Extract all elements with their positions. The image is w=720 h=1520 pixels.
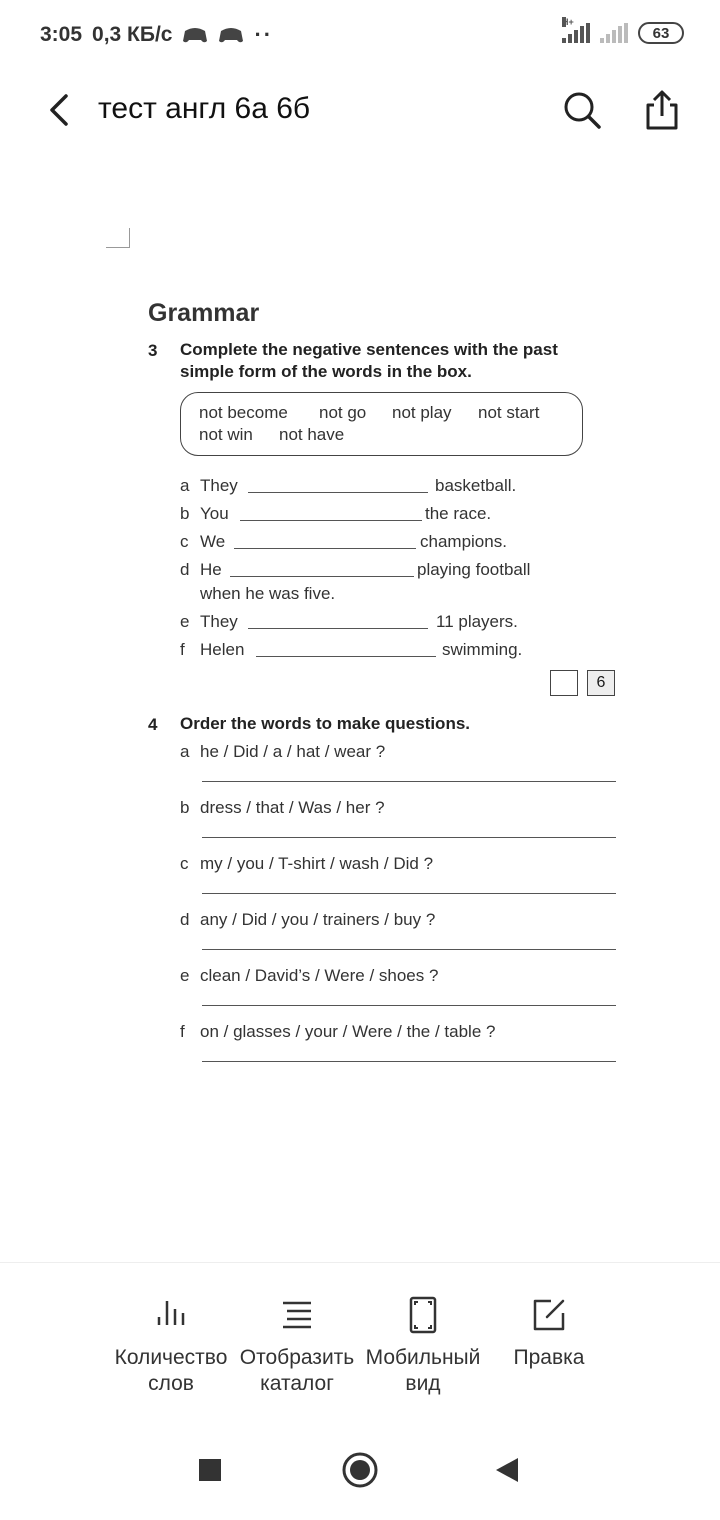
answer-blank [248,492,428,493]
item-end: playing football [417,560,531,579]
battery-level: 63 [652,24,670,42]
sentence-item [180,639,620,661]
score-total: 6 [596,674,606,691]
worksheet-image [140,295,620,1085]
status-time: 3:05 [40,23,83,46]
question-words: dress / that / Was / her ? [200,798,385,817]
question-item [180,965,620,987]
system-nav-bar [0,1420,720,1520]
status-bar [0,0,720,70]
word-count-icon [151,1295,191,1335]
item-start: You [200,504,229,523]
question-words: he / Did / a / hat / wear ? [200,742,386,761]
answer-line [202,781,616,782]
question-item [180,1021,620,1043]
toolbar-label: Отобразить каталог [239,1346,355,1395]
answer-blank [248,628,428,629]
sentence-item [180,531,620,553]
item-letter: d [180,910,190,929]
status-left [40,22,273,48]
item-letter: f [180,1022,185,1041]
item-letter: b [180,798,190,817]
back-arrow-icon[interactable] [40,90,80,130]
answer-line [202,949,616,950]
answer-line [202,1005,616,1006]
mobile-view-icon [403,1295,443,1335]
app-header [0,76,720,146]
back-triangle-icon[interactable] [488,1450,528,1490]
section-title: Grammar [148,299,260,327]
exercise-number: 3 [148,341,158,360]
home-circle-icon[interactable] [340,1450,380,1490]
answer-blank [234,548,416,549]
question-item [180,741,620,763]
item-letter: c [180,854,189,873]
sentence-item [180,559,620,605]
show-catalog-button[interactable] [234,1295,360,1397]
battery-icon [638,22,684,44]
item-start: They [200,612,238,631]
word-option: not become [199,403,288,422]
item-continuation: when he was five. [200,584,336,603]
share-icon[interactable] [640,88,684,132]
word-count-button[interactable] [108,1295,234,1397]
word-option: not have [279,425,345,444]
toolbar-label: Количество слов [114,1346,228,1395]
question-words: my / you / T-shirt / wash / Did ? [200,854,434,873]
sentence-item [180,503,620,525]
mobile-view-button[interactable] [360,1295,486,1397]
item-letter: c [180,532,189,551]
gamepad-icon [218,25,244,45]
item-letter: b [180,504,190,523]
item-letter: a [180,476,190,495]
question-item [180,797,620,819]
answer-blank [230,576,414,577]
exercise-number: 4 [148,715,158,734]
item-start: They [200,476,238,495]
network-type-label: H+ [562,17,574,27]
bottom-toolbar [0,1262,720,1412]
item-end: 11 players. [436,612,518,631]
item-start: He [200,560,222,579]
item-letter: e [180,966,190,985]
toolbar-label: Мобильный вид [365,1346,481,1395]
item-letter: d [180,560,190,579]
status-dots: ·· [254,22,274,47]
sentence-item [180,611,620,633]
item-end: swimming. [442,640,523,659]
answer-line [202,893,616,894]
item-letter: a [180,742,190,761]
question-words: any / Did / you / trainers / buy ? [200,910,436,929]
edit-icon [529,1295,569,1335]
question-item [180,909,620,931]
recents-square-icon[interactable] [190,1450,230,1490]
signal-icon [562,17,590,43]
exercise-instruction [180,339,620,383]
status-speed: 0,3 КБ/с [92,23,173,46]
item-letter: e [180,612,190,631]
answer-blank [240,520,422,521]
edit-button[interactable] [486,1295,612,1371]
score-box-empty [550,670,578,696]
question-words: on / glasses / your / Were / the / table ? [200,1022,496,1041]
item-start: We [200,532,226,551]
word-option: not start [478,403,540,422]
page-corner-mark [106,228,130,248]
item-letter: f [180,640,185,659]
question-words: clean / David’s / Were / shoes ? [200,966,439,985]
word-option: not play [392,403,452,422]
item-end: champions. [420,532,507,551]
instruction-line: Complete the negative sentences with the past [180,340,558,359]
document-viewer[interactable] [0,150,720,1260]
question-item [180,853,620,875]
item-start: Helen [200,640,245,659]
word-box [180,392,583,456]
word-option: not win [199,425,253,444]
word-option: not go [319,403,367,422]
search-icon[interactable] [560,88,604,132]
instruction-line: simple form of the words in the box. [180,362,472,381]
exercise-instruction: Order the words to make questions. [180,714,471,733]
gamepad-icon [182,25,208,45]
item-end: the race. [425,504,492,523]
document-title: тест англ 6а 6б [98,92,311,125]
answer-blank [256,656,436,657]
status-right [562,17,684,44]
toolbar-label: Правка [513,1346,585,1369]
answer-line [202,837,616,838]
signal-icon-secondary [600,23,628,43]
answer-line [202,1061,616,1062]
sentence-item [180,475,620,497]
score-box-total [587,670,615,696]
item-end: basketball. [435,476,517,495]
catalog-list-icon [277,1295,317,1335]
